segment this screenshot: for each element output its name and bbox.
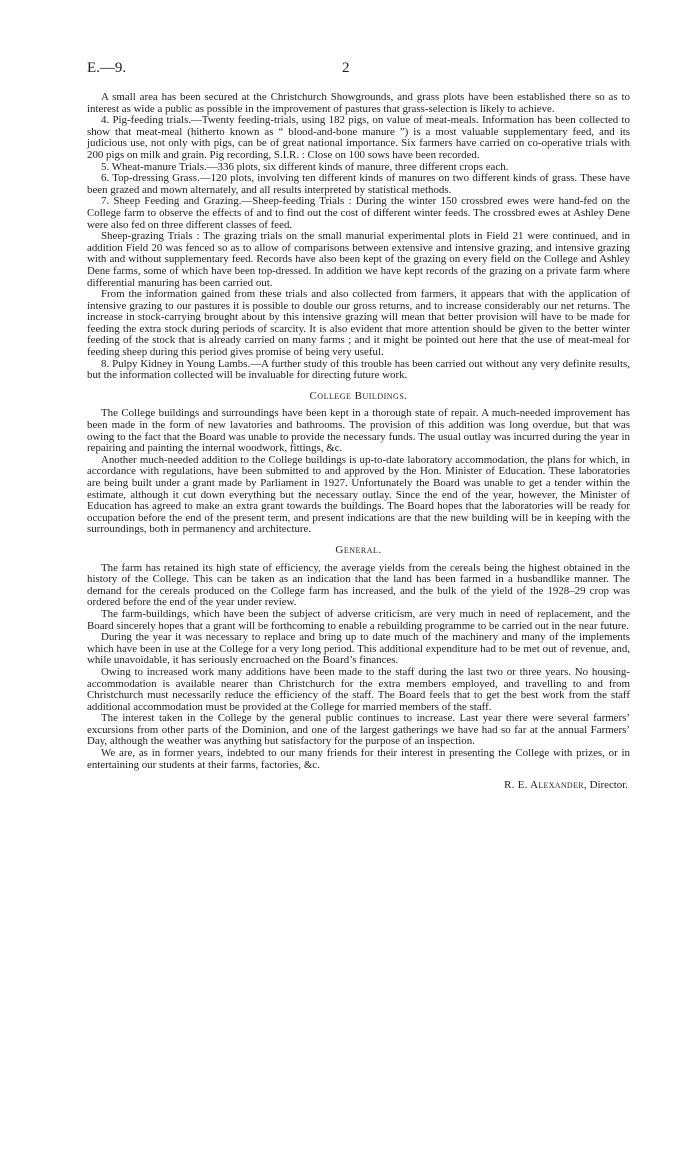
paragraph: Sheep-grazing Trials : The grazing trials on the small manurial experimental plots in Field 21 were continued, and in addition Field 20 was fenced so as to allow of comparisons between extensive and intensive grazing, and intensive grazing with and without supplementary feed. Records have also been kept of the grazing on every field on the College and Ashley Dene farms, some of which have been top-dressed. In addition we have kept records of the grazing on a private farm where differential manuring has been carried out. bbox=[87, 230, 630, 289]
paragraph: From the information gained from these trials and also collected from farmers, it appears that with the application of intensive grazing to our pastures it is possible to double our gross returns, and to increase considerably our net returns. The increase in stock-carrying brought about by this intensive grazing will mean that better provision will have to be made for feeding the extra stock during periods of scarcity. It is also evident that more attention should be given to the better winter feeding of the stock that is already carried on many farms ; and it might be pointed out here that the use of meat-meal for feeding sheep during this period gives promise of being very useful. bbox=[87, 288, 630, 359]
signature-block bbox=[87, 780, 630, 792]
paragraph: A small area has been secured at the Christchurch Showgrounds, and grass plots have been established there so as to interest as wide a public as possible in the improvement of pastures that grass-selection is likely to achieve. bbox=[87, 91, 630, 115]
paragraph: During the year it was necessary to replace and bring up to date much of the machinery and many of the implements which have been in use at the College for a very long period. This additional expenditure had to be met out of revenue, and, while unavoidable, it has seriously encroached on the Board’s finances. bbox=[87, 631, 630, 667]
paragraph: Another much-needed addition to the College buildings is up-to-date laboratory accommodation, the plans for which, in accordance with regulations, have been submitted to and approved by the Hon. Minister of Education. These laboratories are being built under a grant made by Parliament in 1927. Unfortunately the Board was unable to get a tender within the estimate, although it cut down everything but the necessary outlay. Since the end of the year, however, the Minister of Education has agreed to make an extra grant towards the buildings. The Board hopes that the laboratories will be ready for occupation before the end of the present term, and present indications are that the new building will be in keeping with the surroundings, both in permanency and architecture. bbox=[87, 453, 630, 536]
paragraph: The College buildings and surroundings have been kept in a thorough state of repair. A much-needed improvement has been made in the form of new lavatories and bathrooms. The provision of this addition was long overdue, but that was owing to the fact that the Board was unable to provide the necessary funds. The usual outlay was incurred during the year in repairing and painting the internal woodwork, fittings, &c. bbox=[87, 407, 630, 455]
document-reference: E.—9. bbox=[87, 60, 127, 76]
paragraph: 6. Top-dressing Grass.—120 plots, involving ten different kinds of manures on two different kinds of grass. These have been grazed and mown alternately, and all results interpreted by statistical methods. bbox=[87, 172, 630, 196]
paragraph: 7. Sheep Feeding and Grazing.—Sheep-feeding Trials : During the winter 150 crossbred ewes were hand-fed on the College farm to observe the effects of and to find out the cost of different winter feeds. The crossbred ewes at Ashley Dene were also fed on three different classes of feed. bbox=[87, 195, 630, 231]
paragraph: The interest taken in the College by the general public continues to increase. Last year there were several farmers’ excursions from other parts of the Dominion, and one of the largest gatherings we have had so far at the annual Farmers’ Day, although the weather was anything but satisfactory for the purpose of an inspection. bbox=[87, 712, 630, 748]
report-body bbox=[87, 92, 630, 792]
paragraph: We are, as in former years, indebted to our many friends for their interest in presenting the College with prizes, or in entertaining our students at their farms, factories, &c. bbox=[87, 747, 630, 771]
paragraph: Owing to increased work many additions have been made to the staff during the last two or three years. No housing-accommodation is available nearer than Christchurch for the extra members employed, and travelling to and from Christchurch must necessarily reduce the efficiency of the staff. The Board feels that to get the best work from the staff additional accommodation must be provided at the College for married members of the staff. bbox=[87, 665, 630, 713]
paragraph: The farm-buildings, which have been the subject of adverse criticism, are very much in need of replacement, and the Board sincerely hopes that a grant will be forthcoming to enable a rebuilding programme to be carried out in the near future. bbox=[87, 607, 630, 632]
page-header bbox=[87, 60, 640, 80]
paragraph: The farm has retained its high state of efficiency, the average yields from the cereals being the highest obtained in the history of the College. This can be taken as an indication that the land has been farmed in a husbandlike manner. The demand for the cereals produced on the College farm has increased, and the bulk of the yield of the 1928–29 crop was ordered before the end of the year under review. bbox=[87, 561, 630, 609]
signatory-title: Director. bbox=[589, 779, 628, 792]
page-number: 2 bbox=[342, 60, 350, 76]
section-heading-college-buildings: College Buildings. bbox=[309, 389, 408, 402]
paragraph: 5. Wheat-manure Trials.—336 plots, six different kinds of manure, three different crops each. bbox=[101, 160, 509, 173]
paragraph: 4. Pig-feeding trials.—Twenty feeding-trials, using 182 pigs, on value of meat-meals. Information has been collected to show that meat-meal (hitherto known as “ blood-and-bone manure ”) is a most valuable supplementary feed, and its judicious use, not only with pigs, can be of great national importance. Six farmers have carried on co-operative trials with 200 pigs on milk and grain. Pig recording, S.I.R. : Close on 100 sows have been recorded. bbox=[87, 114, 630, 161]
section-heading-general: General. bbox=[335, 543, 382, 556]
signatory-name: R. E. Alexander, bbox=[504, 779, 587, 792]
paragraph: 8. Pulpy Kidney in Young Lambs.—A further study of this trouble has been carried out without any very definite results, but the information collected will be invaluable for directing future work. bbox=[87, 357, 630, 382]
